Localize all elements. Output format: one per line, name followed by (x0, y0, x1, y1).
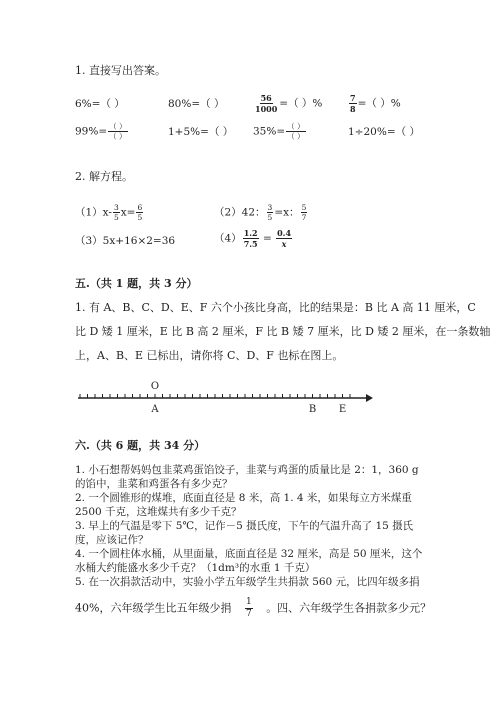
point-label: B (308, 404, 317, 415)
q2-eq1 (75, 203, 144, 222)
fraction (243, 228, 259, 249)
eq-mid: =x： (274, 206, 300, 219)
fraction-numerator: （ ） (109, 122, 127, 131)
q1-item-post: =（ ）% (279, 97, 323, 110)
sec6-title: 六.（共 6 题，共 34 分） (75, 439, 206, 452)
q2-eq2 (214, 203, 308, 222)
q-text: 4. 一个圆柱体水桶，从里面量，底面直径是 32 厘米，高是 50 厘米，这个水桶大约能盛水多少千克？（1dm³的水重 1 千克） (75, 548, 423, 574)
q1-item-99pct: 99%= $\frac{( )}{( )}$ (75, 122, 127, 141)
fraction (267, 203, 274, 222)
q-text: 3. 早上的气温是零下 5℃，记作－5 摄氏度，下午的气温升高了 15 摄氏度，应该记作？ (75, 520, 414, 546)
fraction-numerator: 56 (260, 93, 272, 103)
sec5-title: 五.（共 1 题，共 3 分） (75, 277, 198, 290)
q1-item-7over8 (348, 93, 401, 114)
fraction-denominator: 5 (267, 213, 273, 222)
labels-group (150, 404, 346, 415)
q1-title: 1. 直接写出答案。 (75, 64, 166, 77)
q1-item-1plus5pct (168, 124, 233, 139)
number-line (70, 376, 380, 418)
fraction-denominator: 7 (301, 213, 307, 222)
q1-item-sub: =（ ） (91, 98, 125, 110)
fraction (113, 203, 120, 222)
fraction-numerator: （ ） (287, 122, 305, 131)
fraction-numerator: 3 (267, 203, 273, 212)
q1-item-80pct (168, 96, 224, 111)
fraction-numerator: 6 (137, 203, 143, 212)
fraction-numerator: 7 (350, 93, 356, 103)
fraction (301, 203, 308, 222)
sec6-q3 (75, 519, 430, 547)
eq-label: （2）42： (214, 206, 266, 219)
sec6-q5 (75, 575, 430, 589)
q-text: 5. 在一次捐款活动中，实验小学五年级学生共捐款 560 元，比四年级多捐 (75, 576, 420, 588)
q1-item-sub: =（ ） (386, 126, 420, 138)
fraction (349, 93, 357, 114)
eq-label: （1）x- (75, 206, 112, 219)
fraction-denominator: （ ） (109, 132, 127, 141)
sec5-para-line2: 比 D 矮 1 厘米，E 比 B 高 2 厘米，F 比 B 矮 7 厘米，比 D 矮 2 厘米，在一条数轴 (75, 325, 491, 338)
sec6-q5-cont (75, 597, 431, 620)
q5-post: 。四、六年级学生各捐款多少元？ (266, 601, 432, 615)
q-text: 1. 小石想帮妈妈包韭菜鸡蛋馅饺子，韭菜与鸡蛋的质量比是 2：1，360 g 的馅中，韭菜和鸡蛋各有多少克？ (75, 464, 419, 490)
q1-item-sub: =（ ） (191, 98, 225, 110)
origin-label: O (150, 381, 160, 392)
q1-item-6pct (75, 96, 125, 111)
fraction (108, 122, 127, 141)
q2-eq4 (214, 228, 293, 249)
fraction-numerator: 0.4 (277, 228, 292, 238)
arrow-head (366, 394, 373, 402)
q2-title: 2. 解方程。 (75, 170, 133, 183)
q1-item-35pct: 35%= $\frac{( )}{( )}$ (253, 122, 305, 141)
fraction (276, 228, 292, 249)
sec5-para-line1: 1. 有 A、B、C、D、E、F 六个小孩比身高，比的结果是：B 比 A 高 11 厘米，C (75, 301, 476, 314)
fraction-denominator: 1000 (255, 104, 278, 114)
q1-item-pre: 80% (168, 98, 192, 110)
q1-item-pre: 99% (75, 125, 99, 138)
point-label: E (338, 404, 347, 415)
fraction (245, 597, 253, 620)
q1-item-pre: 35% (253, 125, 277, 138)
q1-item-pre: 6% (75, 98, 92, 110)
fraction (286, 122, 305, 141)
q5-pre: 40%，六年级学生比五年级少捐 (75, 601, 232, 615)
q1-item-sub: =（ ） (200, 126, 234, 138)
eq-label: （4） (214, 232, 242, 245)
q2-eq3: （3）5x+16×2=36 (75, 235, 176, 247)
fraction-denominator: 7.5 (243, 239, 258, 249)
fraction-denominator: 8 (350, 104, 356, 114)
q1-item-1div20pct (348, 124, 420, 139)
fraction-denominator: 5 (137, 213, 143, 222)
fraction (136, 203, 143, 222)
eq-equals: = (262, 232, 272, 245)
q1-item-pre: 1÷20% (348, 126, 387, 138)
q-text: 2. 一个圆锥形的煤堆，底面直径是 8 米，高 1. 4 米，如果每立方米煤重 2500 千克，这堆煤共有多少千克？ (75, 492, 412, 518)
fraction-numerator: 1 (245, 597, 252, 607)
sec6-q1 (75, 463, 430, 491)
q1-item-pre: 1+5% (168, 126, 201, 138)
point-label: A (151, 404, 159, 415)
sec5-para-line3: 上，A、B、E 已标出，请你将 C、D、F 也标在图上。 (75, 349, 344, 362)
fraction-denominator: x (281, 239, 287, 249)
fraction-denominator: 7 (245, 609, 252, 619)
fraction-numerator: 3 (113, 203, 119, 212)
sec6-q2 (75, 491, 430, 519)
sec6-q4 (75, 547, 430, 575)
fraction (254, 93, 278, 114)
fraction-denominator: （ ） (287, 132, 305, 141)
fraction-denominator: 5 (113, 213, 119, 222)
q1-item-56over1000 (253, 93, 322, 114)
fraction-numerator: 5 (301, 203, 307, 212)
fraction-numerator: 1.2 (243, 228, 258, 238)
q1-item-post: =（ ）% (357, 97, 401, 110)
eq-mid: x= (120, 206, 136, 219)
